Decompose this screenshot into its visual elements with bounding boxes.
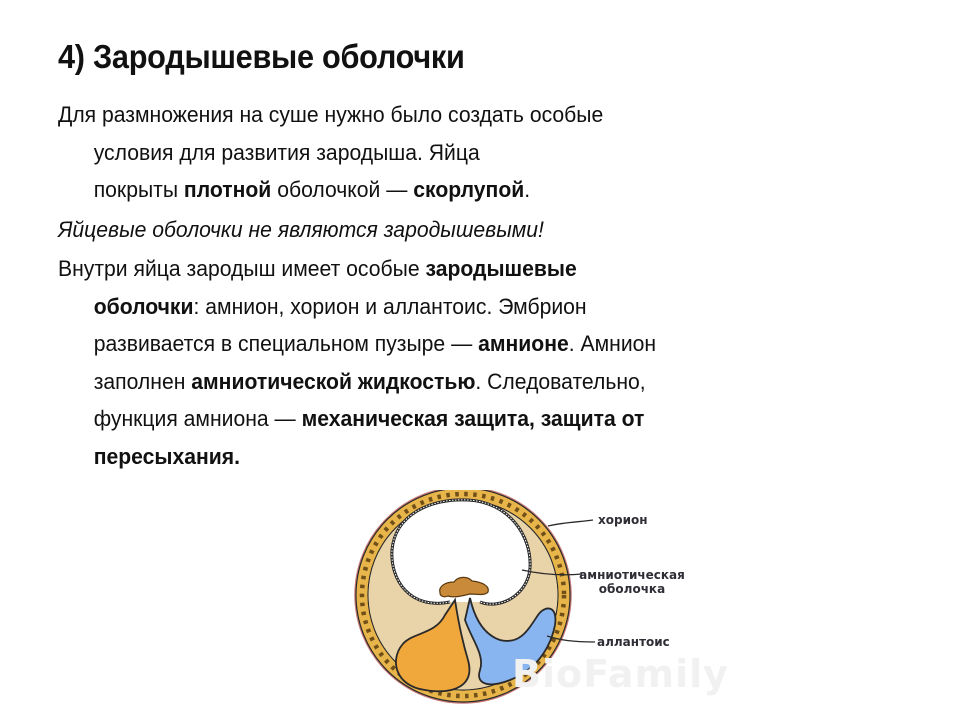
- p3-line2b: : амнион, хорион и аллантоис. Эмбрион: [193, 293, 587, 319]
- italic-note: Яйцевые оболочки не являются зародышевыми!: [58, 216, 544, 242]
- chorion-leader-line: [548, 520, 593, 526]
- watermark: BioFamily: [512, 652, 729, 696]
- label-allantois: аллантоис: [597, 635, 670, 649]
- p1-line3e: .: [524, 177, 531, 202]
- p3-line5a: функция амниона —: [93, 406, 302, 431]
- p3-line4a: заполнен: [93, 368, 192, 394]
- paragraph-germ-layers: [58, 250, 893, 475]
- label-amnion-line2: оболочка: [598, 582, 666, 596]
- p1-line3c: оболочкой —: [271, 177, 414, 202]
- p1-bold-shell: скорлупой: [413, 177, 525, 202]
- p3-bold-membranes: оболочки: [93, 293, 194, 319]
- p3-line3c: . Амнион: [568, 331, 657, 356]
- p3-bold-germinal: зародышевые: [425, 256, 577, 281]
- slide-body: [58, 96, 918, 477]
- p3-bold-fluid: амниотической жидкостью: [191, 368, 476, 394]
- p3-line3a: развивается в специальном пузыре —: [93, 331, 479, 356]
- paragraph-land-reproduction: [58, 96, 893, 209]
- label-amnion: [572, 568, 692, 596]
- p3-line1a: Внутри яйца зародыш имеет особые: [58, 256, 426, 281]
- p3-bold-protection: механическая защита, защита от: [301, 406, 645, 431]
- label-chorion: хорион: [598, 513, 648, 527]
- p1-line1: Для размножения на суше нужно было создать особые: [58, 102, 604, 127]
- paragraph-note: [58, 211, 893, 249]
- p1-line2: условия для развития зародыша. Яйца: [93, 139, 480, 165]
- p3-line4c: . Следовательно,: [475, 368, 646, 394]
- p3-bold-drying: пересыхания.: [93, 443, 241, 469]
- p3-bold-amnion: амнионе: [478, 331, 569, 356]
- p1-line3a: покрыты: [93, 177, 184, 202]
- label-amnion-line1: амниотическая: [579, 568, 685, 582]
- slide-title: 4) Зародышевые оболочки: [58, 38, 465, 75]
- p1-bold-dense: плотной: [183, 177, 272, 202]
